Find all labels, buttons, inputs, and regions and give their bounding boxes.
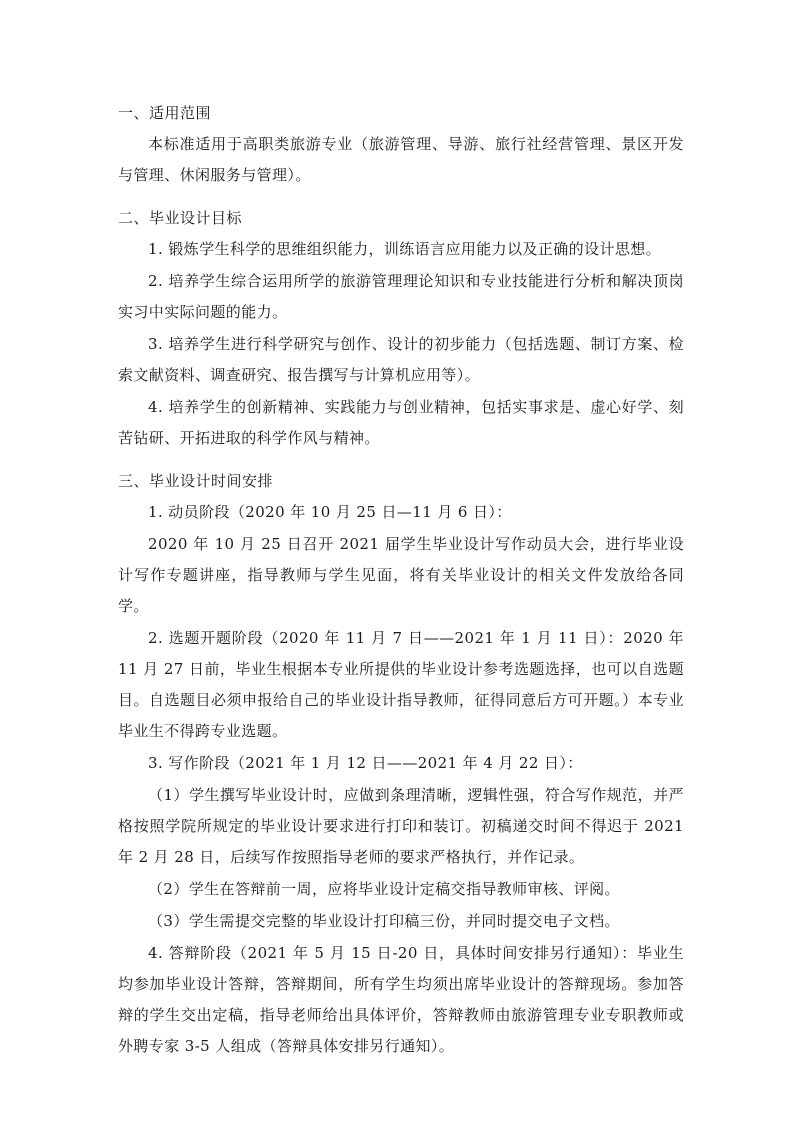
- section-schedule: [118, 466, 684, 1062]
- paragraph: 3. 培养学生进行科学研究与创作、设计的初步能力（包括选题、制订方案、检索文献资料、调查研究、报告撰写与计算机应用等）。: [118, 335, 684, 384]
- paragraph: 1. 动员阶段（2020 年 10 月 25 日—11 月 6 日）：: [148, 503, 512, 521]
- section-scope: [118, 98, 684, 191]
- paragraph: 本标准适用于高职类旅游专业（旅游管理、导游、旅行社经营管理、景区开发与管理、休闲服务与管理）。: [118, 135, 684, 184]
- paragraph: 1. 锻炼学生科学的思维组织能力，训练语言应用能力以及正确的设计思想。: [148, 240, 662, 258]
- paragraph: 3. 写作阶段（2021 年 1 月 12 日——2021 年 4 月 22 日）：: [148, 754, 583, 772]
- section-heading: 二、毕业设计目标: [118, 209, 243, 227]
- section-goals: [118, 203, 684, 454]
- paragraph: 2. 培养学生综合运用所学的旅游管理理论知识和专业技能进行分析和解决顶岗实习中实际问题的能力。: [118, 272, 684, 321]
- paragraph: （3）学生需提交完整的毕业设计打印稿三份，并同时提交电子文档。: [148, 912, 620, 930]
- paragraph: 2. 选题开题阶段（2020 年 11 月 7 日——2021 年 1 月 11 日）：2020 年 11 月 27 日前，毕业生根据本专业所提供的毕业设计参考选题选择，也可以自选题目。自选题目必须申报给自己的毕业设计指导教师，征得同意后方可开题。）本专业毕业生不得跨专业选题。: [118, 629, 684, 740]
- section-heading: 一、适用范围: [118, 104, 212, 122]
- paragraph: 2020 年 10 月 25 日召开 2021 届学生毕业设计写作动员大会，进行毕业设计写作专题讲座，指导教师与学生见面，将有关毕业设计的相关文件发放给各同学。: [118, 535, 684, 615]
- paragraph: 4. 答辩阶段（2021 年 5 月 15 日-20 日，具体时间安排另行通知）：毕业生均参加毕业设计答辩，答辩期间，所有学生均须出席毕业设计的答辩现场。参加答辩的学生交出定稿，指导老师给出具体评价，答辩教师由旅游管理专业专职教师或外聘专家 3-5 人组成（答辩具体安排另行通知）。: [118, 944, 684, 1055]
- document-body: [118, 98, 684, 1074]
- section-heading: 三、毕业设计时间安排: [118, 472, 274, 490]
- paragraph: （2）学生在答辩前一周，应将毕业设计定稿交指导教师审核、评阅。: [148, 880, 620, 898]
- paragraph: 4. 培养学生的创新精神、实践能力与创业精神，包括实事求是、虚心好学、刻苦钻研、开拓进取的科学作风与精神。: [118, 398, 684, 447]
- paragraph: （1）学生撰写毕业设计时，应做到条理清晰，逻辑性强，符合写作规范，并严格按照学院所规定的毕业设计要求进行打印和装订。初稿递交时间不得迟于 2021 年 2 月 28 日，后续写作按照指导老师的要求严格执行，并作记录。: [118, 786, 684, 866]
